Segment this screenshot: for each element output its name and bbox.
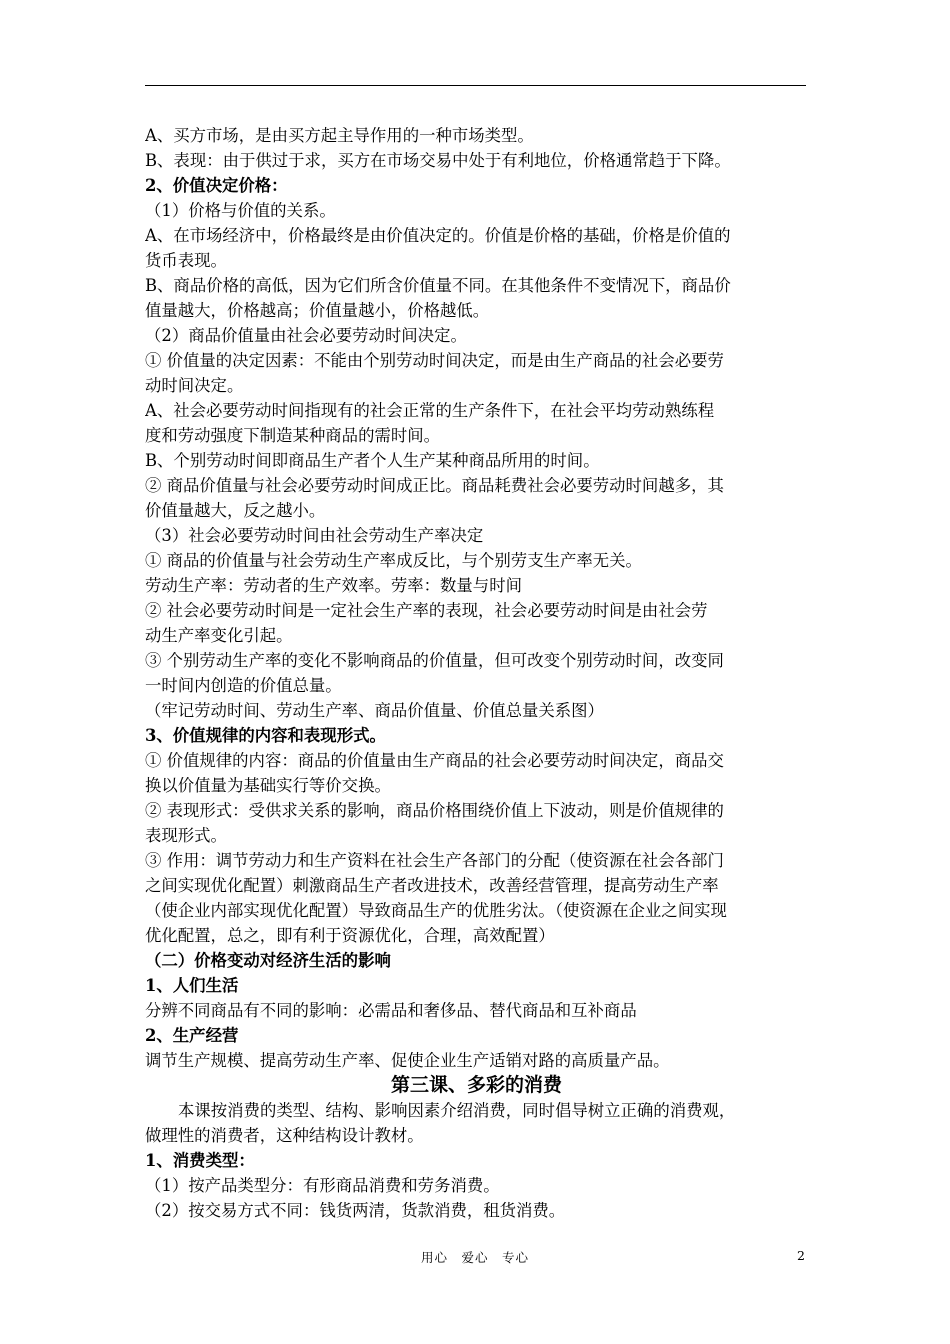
text-line: ② 表现形式：受供求关系的影响，商品价格围绕价值上下波动，则是价值规律的 bbox=[145, 801, 724, 820]
text-line: 动生产率变化引起。 bbox=[145, 626, 293, 645]
text-line: 度和劳动强度下制造某种商品的需时间。 bbox=[145, 426, 441, 445]
text-line: （1）按产品类型分：有形商品消费和劳务消费。 bbox=[145, 1176, 500, 1195]
section-heading: 1、人们生活 bbox=[145, 976, 239, 995]
section-heading: （二）价格变动对经济生活的影响 bbox=[145, 951, 391, 970]
section-heading: 3、价值规律的内容和表现形式。 bbox=[145, 726, 386, 745]
text-line: ① 商品的价值量与社会劳动生产率成反比，与个别劳支生产率无关。 bbox=[145, 551, 642, 570]
text-line: 值量越大，价格越高；价值量越小，价格越低。 bbox=[145, 301, 490, 320]
text-line: ① 价值规律的内容：商品的价值量由生产商品的社会必要劳动时间决定，商品交 bbox=[145, 751, 724, 770]
header-rule bbox=[145, 85, 806, 86]
text-line: ① 价值量的决定因素：不能由个别劳动时间决定，而是由生产商品的社会必要劳 bbox=[145, 351, 724, 370]
text-line: 劳动生产率：劳动者的生产效率。劳率：数量与时间 bbox=[145, 576, 522, 595]
text-line: 调节生产规模、提高劳动生产率、促使企业生产适销对路的高质量产品。 bbox=[145, 1051, 670, 1070]
text-line: 货币表现。 bbox=[145, 251, 227, 270]
text-line: ③ 作用：调节劳动力和生产资料在社会生产各部门的分配（使资源在社会各部门 bbox=[145, 851, 724, 870]
section-heading: 2、价值决定价格： bbox=[145, 176, 288, 195]
section-heading: 1、消费类型： bbox=[145, 1151, 255, 1170]
text-line: 一时间内创造的价值总量。 bbox=[145, 676, 342, 695]
section-title: 第三课、多彩的消费 bbox=[390, 1074, 562, 1096]
text-line: A、在市场经济中，价格最终是由价值决定的。价值是价格的基础，价格是价值的 bbox=[145, 226, 731, 245]
text-line: A、社会必要劳动时间指现有的社会正常的生产条件下，在社会平均劳动熟练程 bbox=[145, 401, 715, 420]
document-body bbox=[145, 123, 808, 1223]
text-line: （使企业内部实现优化配置）导致商品生产的优胜劣汰。（使资源在企业之间实现 bbox=[145, 901, 727, 920]
text-line: ③ 个别劳动生产率的变化不影响商品的价值量，但可改变个别劳动时间，改变同 bbox=[145, 651, 724, 670]
text-line: 价值量越大，反之越小。 bbox=[145, 501, 326, 520]
text-line: （3）社会必要劳动时间由社会劳动生产率决定 bbox=[145, 526, 484, 545]
text-line: 做理性的消费者，这种结构设计教材。 bbox=[145, 1126, 424, 1145]
page-number: 2 bbox=[797, 1248, 805, 1263]
text-line: （2）按交易方式不同：钱货两清，货款消费，租货消费。 bbox=[145, 1201, 566, 1220]
text-line: ② 商品价值量与社会必要劳动时间成正比。商品耗费社会必要劳动时间越多，其 bbox=[145, 476, 724, 495]
text-line: 优化配置，总之，即有利于资源优化，合理，高效配置） bbox=[145, 926, 555, 945]
text-line: 本课按消费的类型、结构、影响因素介绍消费，同时倡导树立正确的消费观， bbox=[178, 1101, 736, 1120]
text-line: （1）价格与价值的关系。 bbox=[145, 201, 336, 220]
text-line: （2）商品价值量由社会必要劳动时间决定。 bbox=[145, 326, 467, 345]
text-line: 换以价值量为基础实行等价交换。 bbox=[145, 776, 391, 795]
text-line: 动时间决定。 bbox=[145, 376, 244, 395]
text-line: A、买方市场，是由买方起主导作用的一种市场类型。 bbox=[145, 126, 534, 145]
text-line: ② 社会必要劳动时间是一定社会生产率的表现，社会必要劳动时间是由社会劳 bbox=[145, 601, 708, 620]
footer-slogan: 用心 爱心 专心 bbox=[420, 1250, 529, 1265]
text-line: B、商品价格的高低，因为它们所含价值量不同。在其他条件不变情况下，商品价 bbox=[145, 276, 731, 295]
text-line: B、表现：由于供过于求，买方在市场交易中处于有利地位，价格通常趋于下降。 bbox=[145, 151, 731, 170]
text-line: 之间实现优化配置）刺激商品生产者改进技术，改善经营管理，提高劳动生产率 bbox=[145, 876, 719, 895]
text-line: （牢记劳动时间、劳动生产率、商品价值量、价值总量关系图） bbox=[145, 701, 604, 720]
section-heading: 2、生产经营 bbox=[145, 1026, 239, 1045]
text-line: 表现形式。 bbox=[145, 826, 227, 845]
text-line: 分辨不同商品有不同的影响：必需品和奢侈品、替代商品和互补商品 bbox=[145, 1001, 637, 1020]
text-line: B、个别劳动时间即商品生产者个人生产某种商品所用的时间。 bbox=[145, 451, 600, 470]
